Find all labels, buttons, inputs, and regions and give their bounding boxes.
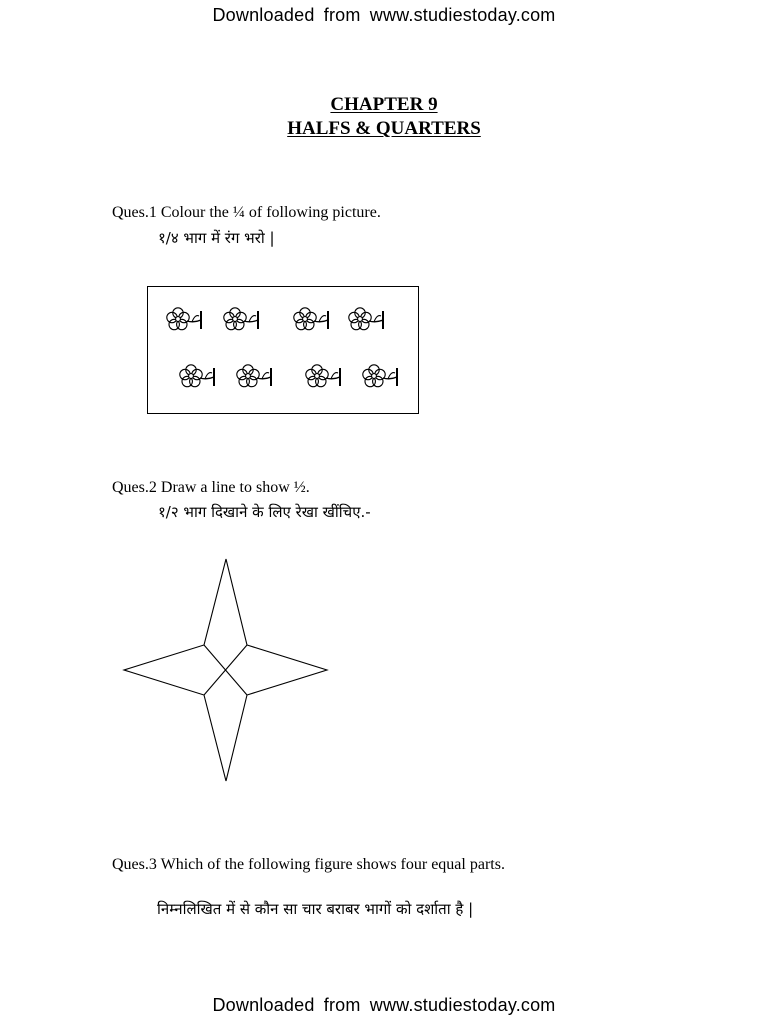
question-2-hindi: १/२ भाग दिखाने के लिए रेखा खींचिए.- xyxy=(158,503,371,521)
question-1-text: Ques.1 Colour the ¼ of following picture. xyxy=(112,204,381,221)
question-3-hindi: निम्नलिखित में से कौन सा चार बराबर भागों को दर्शाता है | xyxy=(157,900,474,918)
question-1-hindi: १/४ भाग में रंग भरो | xyxy=(158,229,275,247)
chapter-title: HALFS & QUARTERS xyxy=(287,118,481,139)
chapter-number: CHAPTER 9 xyxy=(330,94,438,115)
question-2-text: Ques.2 Draw a line to show ½. xyxy=(112,479,310,496)
question-3-text: Ques.3 Which of the following figure shows four equal parts. xyxy=(112,856,505,873)
star-icon xyxy=(120,556,332,784)
footer-banner: Downloaded from www.studiestoday.com xyxy=(212,995,556,1015)
header-banner: Downloaded from www.studiestoday.com xyxy=(212,5,556,25)
flower-picture-box xyxy=(147,286,419,414)
